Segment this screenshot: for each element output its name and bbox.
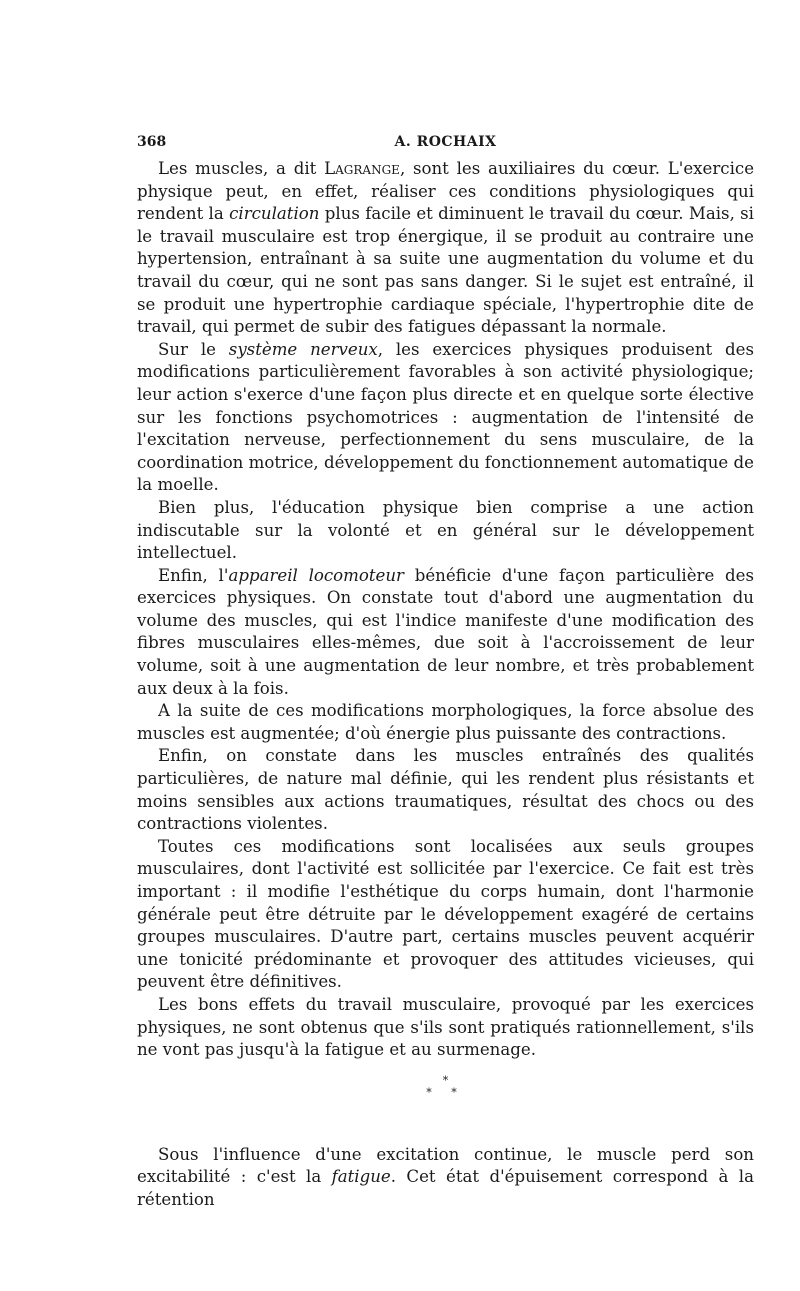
paragraph: A la suite de ces modifications morphologiques, la force absolue des muscles est augmentée; d'où énergie plus puissante des contractions. bbox=[137, 701, 754, 743]
paragraph: Bien plus, l'éducation physique bien comprise a une action indiscutable sur la volonté et en général sur le développement intellectuel. bbox=[137, 497, 754, 563]
asterisk-top: * bbox=[442, 1073, 449, 1087]
paragraph: Sous l'influence d'une excitation continue, le muscle perd son excitabilité : c'est la fatigue. Cet état d'épuisement correspond à la rétention bbox=[137, 1144, 754, 1209]
page-header bbox=[137, 124, 754, 158]
page-number: 368 bbox=[137, 134, 167, 150]
emphasis: fatigue bbox=[331, 1167, 391, 1187]
emphasis: appareil locomoteur bbox=[228, 565, 404, 585]
section-separator bbox=[137, 1062, 754, 1122]
paragraph: Enfin, l'appareil locomoteur bénéficie d'une façon particulière des exercices physiques. On constate tout d'abord une augmentation du volume des muscles, qui est l'indice manifeste d'une modification des fibres musculaires elles-mêmes, due soit à l'accroissement de leur volume, soit à une augmentation de leur nombre, et très probablement aux deux à la fois. bbox=[137, 565, 754, 698]
emphasis: circulation bbox=[229, 204, 320, 224]
body-text bbox=[137, 158, 754, 1212]
spacer bbox=[137, 1122, 754, 1144]
running-head: A. ROCHAIX bbox=[394, 134, 497, 150]
paragraph: Sur le système nerveux, les exercices physiques produisent des modifications particulièrement favorables à son activité physiologique; leur action s'exerce d'une façon plus directe et en quelque sorte élective sur les fonctions psychomotrices : augmentation de l'intensité de l'excitation nerveuse, perfectionnement du sens musculaire, de la coordination motrice, développement du fonctionnement automatique de la moelle. bbox=[137, 339, 754, 495]
author-name: Lagrange bbox=[324, 159, 400, 178]
paragraph: Les bons effets du travail musculaire, provoqué par les exercices physiques, ne sont obtenus que s'ils sont pratiqués rationnellement, s'ils ne vont pas jusqu'à la fatigue et au surmenage. bbox=[137, 994, 754, 1060]
book-page bbox=[137, 124, 754, 1212]
paragraph: Les muscles, a dit Lagrange, sont les auxiliaires du cœur. L'exercice physique peut, en effet, réaliser ces conditions physiologiques qui rendent la circulation plus facile et diminuent le travail du cœur. Mais, si le travail musculaire est trop énergique, il se produit au contraire une hypertension, entraînant à sa suite une augmentation du volume et du travail du cœur, qui ne sont pas sans danger. Si le sujet est entraîné, il se produit une hypertrophie cardiaque spéciale, l'hypertrophie dite de travail, qui permet de subir des fatigues dépassant la normale. bbox=[137, 159, 755, 337]
asterisk-bottom: * * bbox=[426, 1085, 465, 1099]
paragraph: Enfin, on constate dans les muscles entraînés des qualités particulières, de nature mal définie, qui les rendent plus résistants et moins sensibles aux actions traumatiques, résultat des chocs ou des contractions violentes. bbox=[137, 746, 754, 834]
paragraph: Toutes ces modifications sont localisées aux seuls groupes musculaires, dont l'activité est sollicitée par l'exercice. Ce fait est très important : il modifie l'esthétique du corps humain, dont l'harmonie générale peut être détruite par le développement exagéré de certains groupes musculaires. D'autre part, certains muscles peuvent acquérir une tonicité prédominante et provoquer des attitudes vicieuses, qui peuvent être définitives. bbox=[137, 836, 754, 992]
emphasis: système nerveux bbox=[228, 339, 378, 359]
